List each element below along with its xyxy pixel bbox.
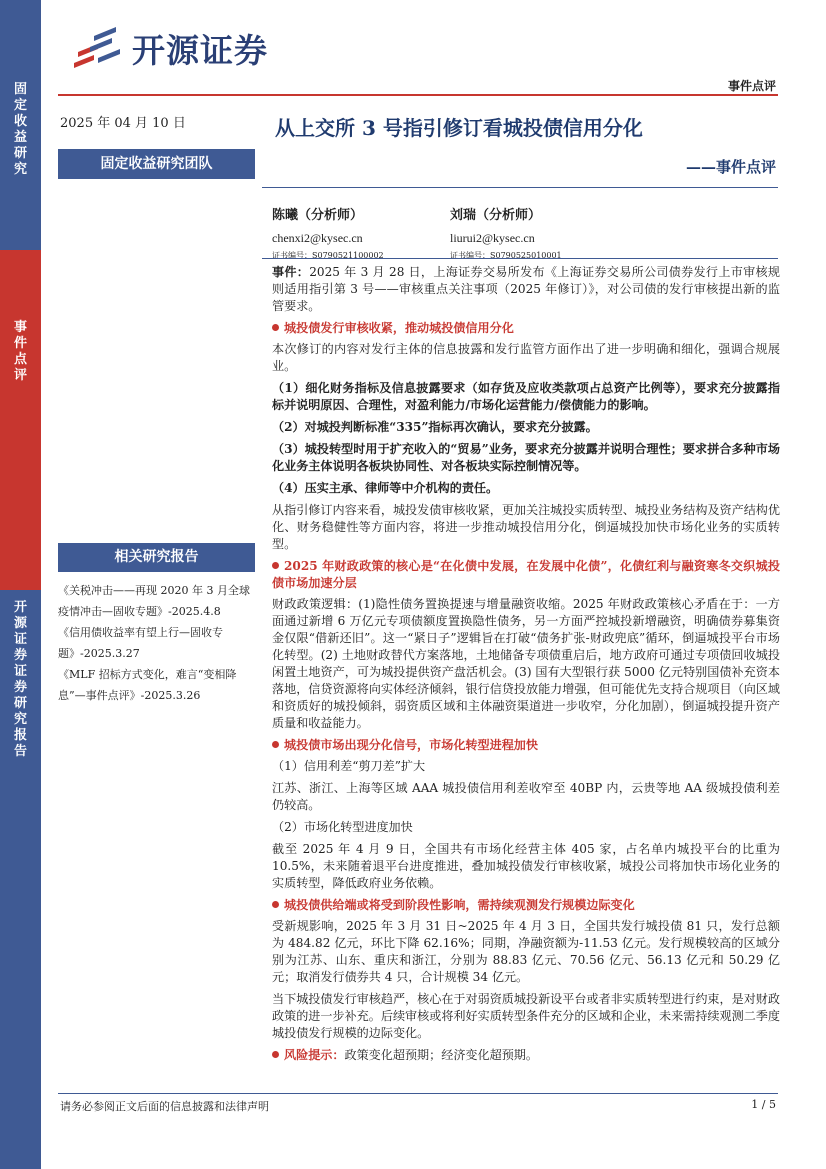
- related-report-link[interactable]: 《MLF 招标方式变化，难言“变相降息”—事件点评》-2025.3.26: [58, 668, 237, 702]
- body-paragraph: （1）信用利差“剪刀差”扩大: [272, 759, 426, 773]
- related-report-link[interactable]: 《关税冲击——再现 2020 年 3 月全球疫情冲击—固收专题》-2025.4.8: [58, 584, 250, 618]
- related-reports-heading: 相关研究报告: [58, 543, 255, 572]
- section-heading: 城投债供给端或将受到阶段性影响，需持续观测发行规模边际变化: [272, 897, 780, 914]
- author-email[interactable]: liurui2@kysec.cn: [450, 231, 535, 245]
- author-name: 刘瑞（分析师）: [450, 208, 542, 223]
- main-body: [272, 264, 780, 1069]
- report-date: 2025 年 04 月 10 日: [60, 116, 186, 131]
- body-paragraph: 当下城投债发行审核趋严，核心在于对弱资质城投新设平台或者非实质转型进行约束，是对财政政策的进一步补充。后续审核或将利好实质转型条件充分的区域和企业，未来需持续观测二季度城投债发行规模的边际变化。: [272, 992, 780, 1040]
- author-block: [450, 204, 562, 261]
- report-subtitle: ——事件点评: [685, 158, 776, 176]
- section-heading: 城投债市场出现分化信号，市场化转型进程加快: [272, 737, 780, 754]
- sidebar-label-event-review: 事件点评: [0, 250, 41, 590]
- sidebar-label-fixed-income: 固定收益研究: [0, 0, 41, 250]
- bold-point: （2）对城投判断标准“335”指标再次确认，要求充分披露。: [272, 420, 598, 434]
- sidebar-label-report: 开源证券 证券研究报告: [0, 590, 41, 1169]
- authors-divider: [262, 258, 778, 259]
- event-text: 2025 年 3 月 28 日，上海证券交易所发布《上海证券交易所公司债券发行上市审核规则适用指引第 3 号——审核重点关注事项（2025 年修订）》，对公司债的发行审核提出新的监管要求。: [272, 265, 780, 313]
- bullet-dot-icon: [272, 901, 279, 908]
- bullet-dot-icon: [272, 562, 279, 569]
- body-paragraph: 从指引修订内容来看，城投发债审核收紧，更加关注城投实质转型、城投业务结构及资产结构优化、财务稳健性等方面内容，将进一步推动城投信用分化，倒逼城投加快市场化业务的实质转型。: [272, 503, 780, 551]
- bold-point: （4）压实主承、律师等中介机构的责任。: [272, 481, 499, 495]
- risk-paragraph: [272, 1047, 780, 1064]
- footer-disclaimer: 请务必参阅正文后面的信息披露和法律声明: [60, 1100, 269, 1113]
- report-title: 从上交所 3 号指引修订看城投债信用分化: [275, 116, 643, 140]
- body-paragraph: 财政政策逻辑：(1)隐性债务置换提速与增量融资收缩。2025 年财政政策核心矛盾在于：一方面通过新增 6 万亿元专项债额度置换隐性债务，另一方面严控城投新增融资，明确债券募集资金仅限“借新还旧”。这一“紧日子”逻辑旨在打破“债务扩张-财政兜底”循环，倒逼城投平台市场化转型。(2) 土地财政替代方案落地，土地储备专项债重启后，地方政府可通过专项债回收城投闲置土地资产，可为城投提供资产盘活机会。(3) 国有大型银行获 5000 亿元特别国债补充资本落地，信贷资源将向实体经济倾斜，银行信贷投放能力增强，但可能优先支持合规项目（向区域和资质好的城投倾斜，弱资质区域和主体融资渠道进一步收窄，分化加剧），倒逼城投提升资产质量和收益能力。: [272, 597, 780, 730]
- related-reports-list: [58, 580, 258, 706]
- author-name: 陈曦（分析师）: [272, 208, 364, 223]
- body-paragraph: 受新规影响，2025 年 3 月 31 日~2025 年 4 月 3 日，全国共发行城投债 81 只，发行总额为 484.82 亿元，环比下降 62.16%；同期，净融资额为-11.53 亿元。发行规模较高的区域分别为江苏、山东、重庆和浙江，分别为 88.83 亿元、70.56 亿元、56.13 亿元和 50.29 亿元；取消发行债券共 4 只，合计规模 34 亿元。: [272, 919, 780, 984]
- body-paragraph: 江苏、浙江、上海等区域 AAA 城投债信用利差收窄至 40BP 内，云贵等地 AA 级城投债利差仍较高。: [272, 781, 780, 812]
- footer-divider: [58, 1093, 778, 1094]
- related-report-link[interactable]: 《信用债收益率有望上行—固收专题》-2025.3.27: [58, 626, 223, 660]
- body-paragraph: 本次修订的内容对发行主体的信息披露和发行监管方面作出了进一步明确和细化，强调合规展业。: [272, 342, 780, 373]
- section-heading: 城投债发行审核收紧，推动城投债信用分化: [272, 320, 780, 337]
- author-cert: 证书编号：S0790521100002: [272, 251, 384, 260]
- bold-point: （3）城投转型时用于扩充收入的“贸易”业务，要求充分披露并说明合理性；要求拼合多种市场化业务主体说明各板块协同性、对各板块实际控制情况等。: [272, 442, 780, 473]
- brand-logo: [72, 24, 268, 72]
- event-label: 事件：: [272, 265, 310, 279]
- body-paragraph: 截至 2025 年 4 月 9 日，全国共有市场化经营主体 405 家，占名单内城投平台的比重为 10.5%，未来随着退平台进度推进，叠加城投债发行审核收紧，城投公司将加快市场化业务的实质转型，降低政府业务依赖。: [272, 842, 780, 890]
- header-divider: [58, 94, 778, 96]
- title-divider: [262, 187, 778, 188]
- risk-label: 风险提示：: [284, 1048, 345, 1062]
- author-block: [272, 204, 384, 261]
- bullet-dot-icon: [272, 1051, 279, 1058]
- bold-point: （1）细化财务指标及信息披露要求（如存货及应收类款项占总资产比例等），要求充分披露指标并说明原因、合理性，对盈利能力/市场化运营能力/偿债能力的影响。: [272, 381, 780, 412]
- left-sidebar: [0, 0, 41, 1169]
- brand-name: 开源证券: [132, 30, 268, 70]
- body-paragraph: （2）市场化转型进度加快: [272, 820, 413, 834]
- header-tag: 事件点评: [727, 79, 776, 93]
- bullet-dot-icon: [272, 324, 279, 331]
- event-paragraph: [272, 264, 780, 315]
- team-badge: 固定收益研究团队: [58, 149, 255, 179]
- page-number: 1 / 5: [751, 1098, 776, 1111]
- bullet-dot-icon: [272, 741, 279, 748]
- author-email[interactable]: chenxi2@kysec.cn: [272, 231, 363, 245]
- author-cert: 证书编号：S0790525010001: [450, 251, 562, 260]
- risk-text: 政策变化超预期；经济变化超预期。: [344, 1048, 538, 1062]
- section-heading: 2025 年财政政策的核心是“在化债中发展，在发展中化债”，化债红利与融资寒冬交织城投债市场加速分层: [272, 559, 780, 590]
- brand-mark-icon: [72, 25, 124, 71]
